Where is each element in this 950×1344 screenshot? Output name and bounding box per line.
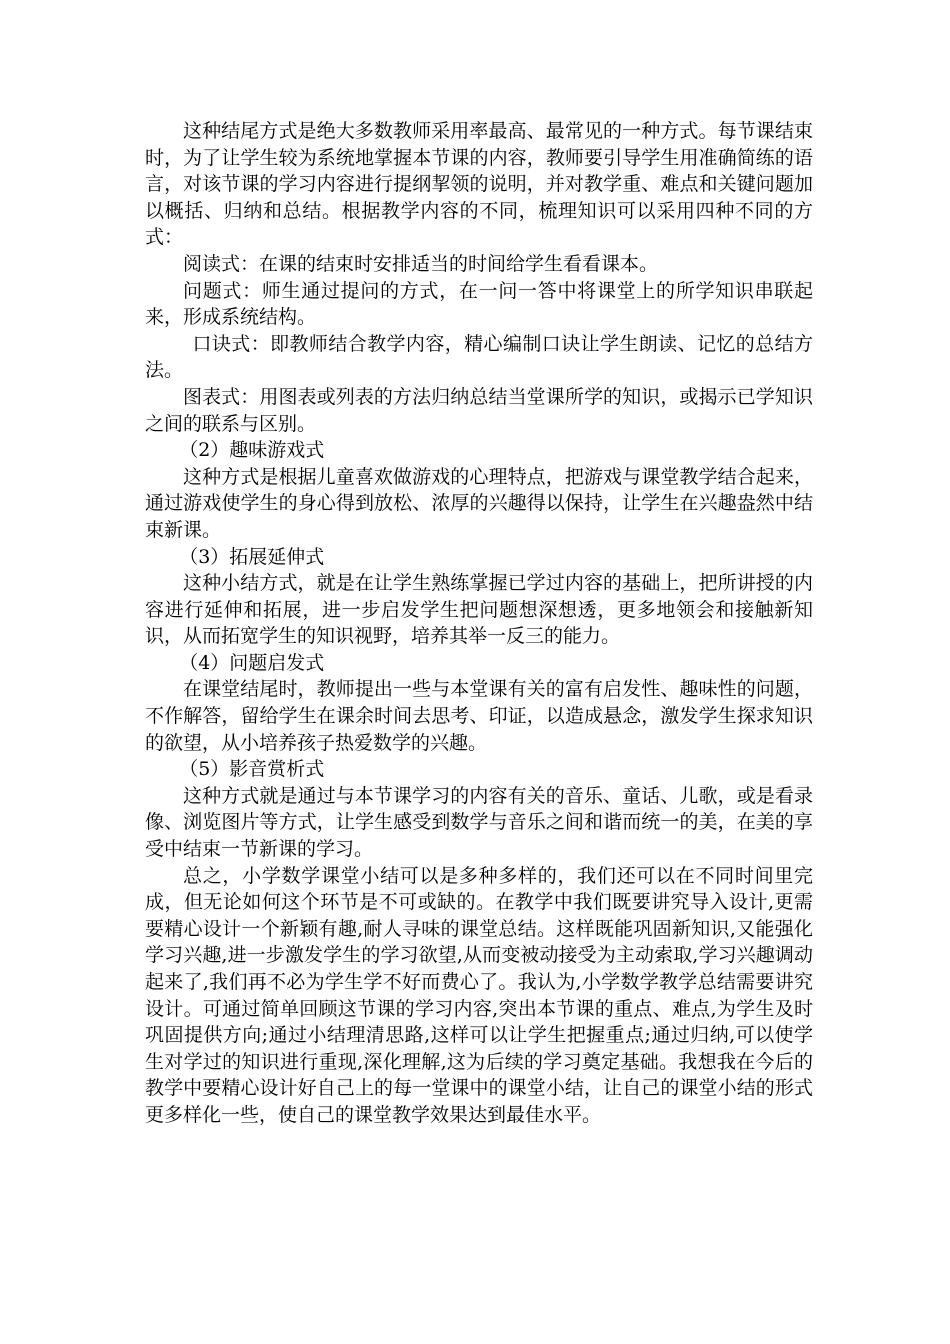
section-heading-media: （5）影音赏析式 bbox=[179, 758, 325, 781]
paragraph-question-method: 问题式：师生通过提问的方式，在一问一答中将课堂上的所学知识串联起来，形成系统结构。 bbox=[145, 279, 813, 329]
paragraph-media: 这种方式就是通过与本节课学习的内容有关的音乐、童话、儿歌，或是看录像、浏览图片等方式，让学生感受到数学与音乐之间和谐而统一的美，在美的享受中结束一节新课的学习。 bbox=[145, 784, 813, 861]
section-heading-game: （2）趣味游戏式 bbox=[179, 439, 325, 462]
paragraph-game: 这种方式是根据儿童喜欢做游戏的心理特点，把游戏与课堂教学结合起来，通过游戏使学生的身心得到放松、浓厚的兴趣得以保持，让学生在兴趣盎然中结束新课。 bbox=[145, 465, 813, 541]
section-heading-question-inspiration: （4）问题启发式 bbox=[179, 651, 325, 674]
paragraph-mnemonic-method: 口诀式：即教师结合教学内容，精心编制口诀让学生朗读、记忆的总结方法。 bbox=[145, 332, 813, 382]
paragraph-question-inspiration: 在课堂结尾时，教师提出一些与本堂课有关的富有启发性、趣味性的问题，不作解答，留给学生在课余时间去思考、印证，以造成悬念，激发学生探求知识的欲望，从小培养孩子热爱数学的兴趣。 bbox=[145, 678, 813, 754]
paragraph-chart-method: 图表式：用图表或列表的方法归纳总结当堂课所学的知识，或揭示已学知识之间的联系与区别。 bbox=[145, 385, 813, 435]
paragraph-reading-method: 阅读式：在课的结束时安排适当的时间给学生看看课本。 bbox=[183, 252, 659, 275]
section-heading-extension: （3）拓展延伸式 bbox=[179, 545, 325, 568]
paragraph-summary-intro: 这种结尾方式是绝大多数教师采用率最高、最常见的一种方式。每节课结束时，为了让学生较为系统地掌握本节课的内容，教师要引导学生用准确简练的语言，对该节课的学习内容进行提纲挈领的说明，并对教学重、难点和关键问题加以概括、归纳和总结。根据教学内容的不同，梳理知识可以采用四种不同的方式： bbox=[145, 120, 813, 249]
document-page bbox=[145, 118, 813, 1129]
paragraph-extension: 这种小结方式，就是在让学生熟练掌握已学过内容的基础上，把所讲授的内容进行延伸和拓展，进一步启发学生把问题想深想透，更多地领会和接触新知识，从而拓宽学生的知识视野，培养其举一反三的能力。 bbox=[145, 572, 813, 648]
paragraph-conclusion: 总之，小学数学课堂小结可以是多种多样的，我们还可以在不同时间里完成，但无论如何这个环节是不可或缺的。在教学中我们既要讲究导入设计,更需要精心设计一个新颖有趣,耐人寻味的课堂总结。这样既能巩固新知识,又能强化学习兴趣,进一步激发学生的学习欲望,从而变被动接受为主动索取,学习兴趣调动起来了,我们再不必为学生学不好而费心了。我认为,小学数学教学总结需要讲究设计。可通过简单回顾这节课的学习内容,突出本节课的重点、难点,为学生及时巩固提供方向;通过小结理清思路,这样可以让学生把握重点;通过归纳,可以使学生对学过的知识进行重现,深化理解,这为后续的学习奠定基础。我想我在今后的教学中要精心设计好自己上的每一堂课中的课堂小结，让自己的课堂小结的形式更多样化一些，使自己的课堂教学效果达到最佳水平。 bbox=[145, 864, 813, 1126]
